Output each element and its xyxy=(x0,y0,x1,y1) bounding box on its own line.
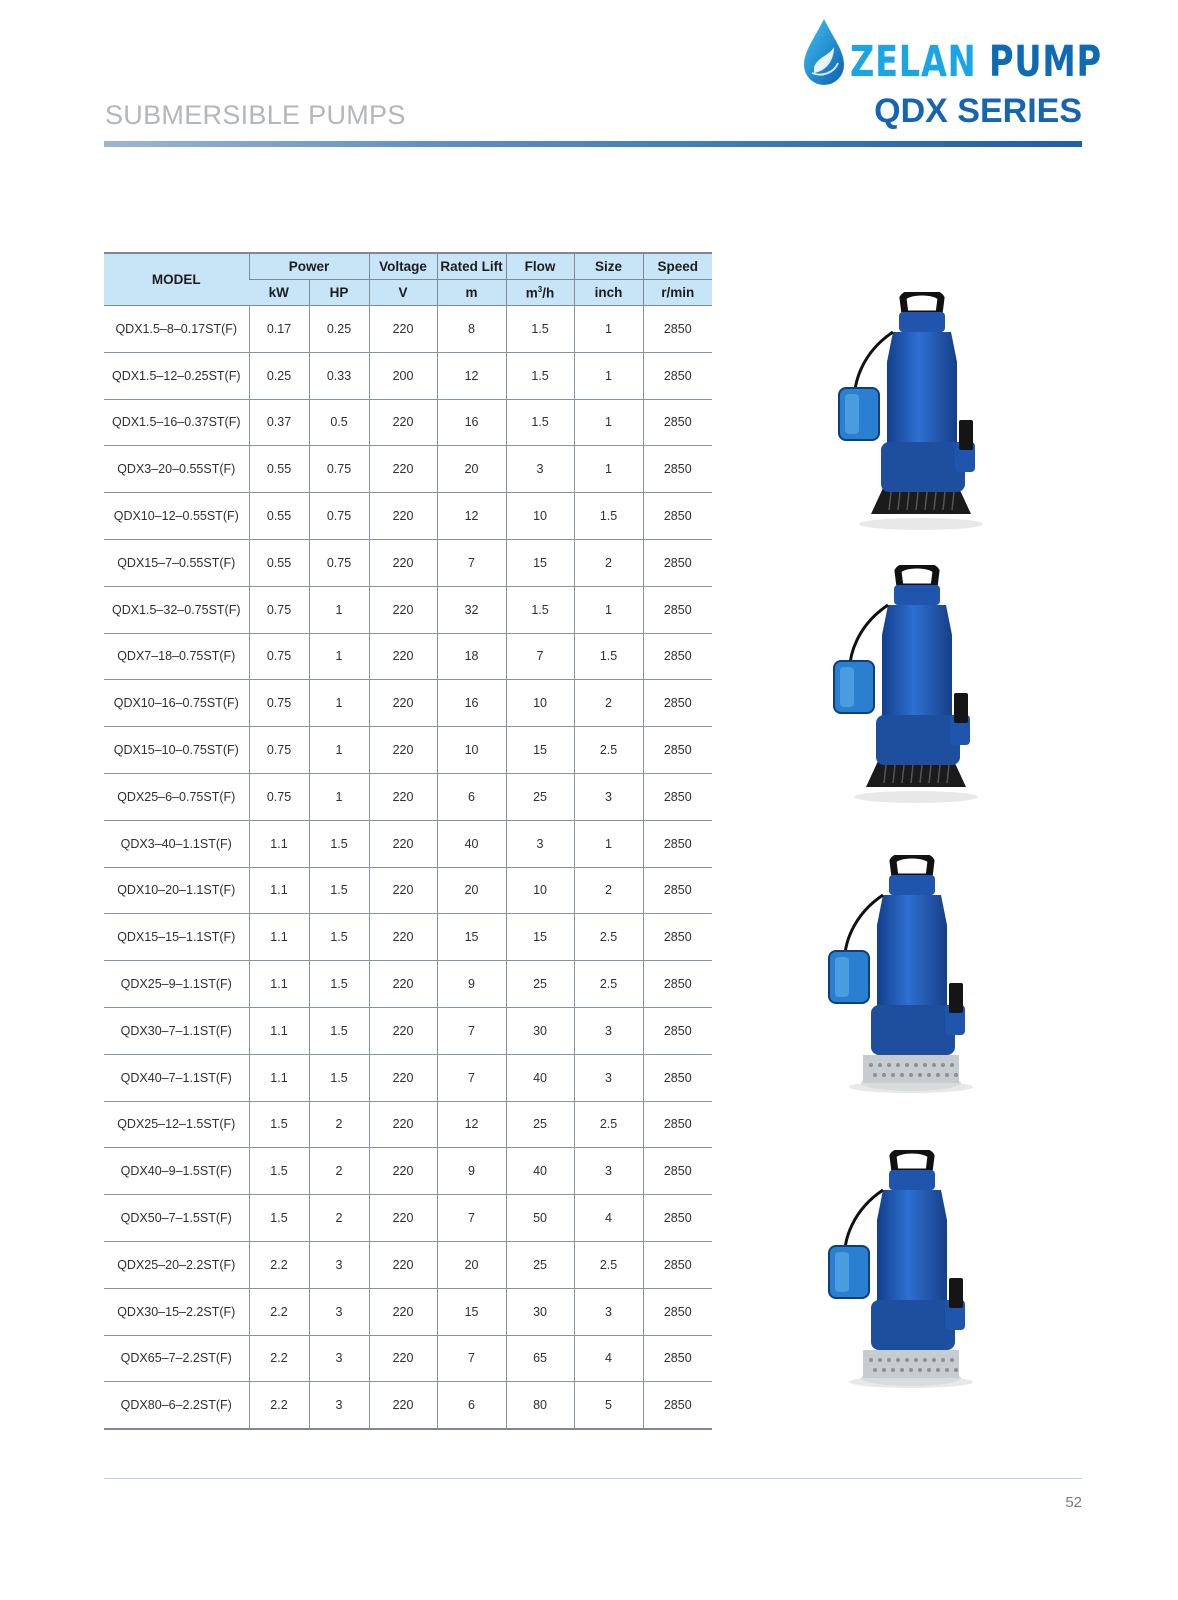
cell-flow: 80 xyxy=(506,1382,574,1429)
cell-voltage: 220 xyxy=(369,1054,437,1101)
table-row xyxy=(104,1288,712,1335)
unit-kw: kW xyxy=(249,280,309,306)
cell-model: QDX3–40–1.1ST(F) xyxy=(104,820,249,867)
cell-voltage: 220 xyxy=(369,914,437,961)
table-row xyxy=(104,352,712,399)
cell-power-kw: 1.1 xyxy=(249,961,309,1008)
cell-power-hp: 3 xyxy=(309,1382,369,1429)
cell-voltage: 220 xyxy=(369,680,437,727)
cell-rated-lift: 12 xyxy=(437,352,506,399)
cell-rated-lift: 16 xyxy=(437,680,506,727)
cell-rated-lift: 10 xyxy=(437,727,506,774)
cell-rated-lift: 15 xyxy=(437,914,506,961)
cell-rated-lift: 7 xyxy=(437,539,506,586)
header-voltage: Voltage xyxy=(369,253,437,280)
cell-size: 3 xyxy=(574,1288,643,1335)
cell-flow: 7 xyxy=(506,633,574,680)
cell-speed: 2850 xyxy=(643,820,712,867)
table-row xyxy=(104,820,712,867)
cell-power-kw: 1.1 xyxy=(249,820,309,867)
table-row xyxy=(104,306,712,353)
cell-model: QDX25–9–1.1ST(F) xyxy=(104,961,249,1008)
cell-voltage: 220 xyxy=(369,399,437,446)
cell-voltage: 220 xyxy=(369,306,437,353)
cell-power-hp: 2 xyxy=(309,1195,369,1242)
unit-m: m xyxy=(437,280,506,306)
cell-size: 4 xyxy=(574,1195,643,1242)
table-row xyxy=(104,1101,712,1148)
cell-flow: 40 xyxy=(506,1054,574,1101)
cell-speed: 2850 xyxy=(643,399,712,446)
cell-model: QDX30–7–1.1ST(F) xyxy=(104,1007,249,1054)
cell-model: QDX80–6–2.2ST(F) xyxy=(104,1382,249,1429)
cell-power-kw: 0.55 xyxy=(249,539,309,586)
table-row xyxy=(104,446,712,493)
cell-power-kw: 0.55 xyxy=(249,446,309,493)
cell-power-hp: 2 xyxy=(309,1101,369,1148)
cell-rated-lift: 20 xyxy=(437,1241,506,1288)
cell-size: 1 xyxy=(574,399,643,446)
header-power: Power xyxy=(249,253,369,280)
cell-size: 4 xyxy=(574,1335,643,1382)
cell-speed: 2850 xyxy=(643,352,712,399)
cell-voltage: 220 xyxy=(369,820,437,867)
cell-power-hp: 3 xyxy=(309,1241,369,1288)
cell-power-hp: 1.5 xyxy=(309,867,369,914)
cell-model: QDX15–7–0.55ST(F) xyxy=(104,539,249,586)
cell-size: 2 xyxy=(574,539,643,586)
brand-name-part1: ZELAN xyxy=(850,37,977,87)
pump-photo-4 xyxy=(823,1150,993,1390)
cell-speed: 2850 xyxy=(643,1335,712,1382)
cell-voltage: 220 xyxy=(369,773,437,820)
unit-inch: inch xyxy=(574,280,643,306)
cell-flow: 15 xyxy=(506,727,574,774)
cell-speed: 2850 xyxy=(643,586,712,633)
cell-rated-lift: 7 xyxy=(437,1335,506,1382)
cell-power-kw: 0.55 xyxy=(249,493,309,540)
cell-rated-lift: 15 xyxy=(437,1288,506,1335)
cell-rated-lift: 9 xyxy=(437,1148,506,1195)
cell-rated-lift: 16 xyxy=(437,399,506,446)
cell-flow: 30 xyxy=(506,1007,574,1054)
cell-rated-lift: 18 xyxy=(437,633,506,680)
cell-power-kw: 0.17 xyxy=(249,306,309,353)
cell-flow: 10 xyxy=(506,493,574,540)
cell-speed: 2850 xyxy=(643,493,712,540)
cell-speed: 2850 xyxy=(643,867,712,914)
cell-power-hp: 0.25 xyxy=(309,306,369,353)
cell-power-hp: 1 xyxy=(309,727,369,774)
table-row xyxy=(104,914,712,961)
cell-speed: 2850 xyxy=(643,1382,712,1429)
cell-power-hp: 3 xyxy=(309,1335,369,1382)
cell-flow: 10 xyxy=(506,680,574,727)
cell-flow: 1.5 xyxy=(506,586,574,633)
cell-voltage: 220 xyxy=(369,961,437,1008)
cell-voltage: 220 xyxy=(369,1335,437,1382)
cell-power-kw: 1.5 xyxy=(249,1101,309,1148)
header-speed: Speed xyxy=(643,253,712,280)
table-row xyxy=(104,867,712,914)
cell-rated-lift: 6 xyxy=(437,1382,506,1429)
cell-size: 5 xyxy=(574,1382,643,1429)
cell-voltage: 220 xyxy=(369,539,437,586)
cell-voltage: 220 xyxy=(369,446,437,493)
cell-model: QDX25–20–2.2ST(F) xyxy=(104,1241,249,1288)
cell-speed: 2850 xyxy=(643,446,712,493)
unit-v: V xyxy=(369,280,437,306)
cell-model: QDX10–16–0.75ST(F) xyxy=(104,680,249,727)
cell-rated-lift: 6 xyxy=(437,773,506,820)
table-row xyxy=(104,633,712,680)
cell-voltage: 220 xyxy=(369,1382,437,1429)
cell-voltage: 220 xyxy=(369,1007,437,1054)
brand-logo xyxy=(800,15,1102,90)
table-row xyxy=(104,1054,712,1101)
cell-speed: 2850 xyxy=(643,306,712,353)
cell-speed: 2850 xyxy=(643,914,712,961)
cell-power-kw: 0.75 xyxy=(249,680,309,727)
cell-power-hp: 1.5 xyxy=(309,961,369,1008)
cell-speed: 2850 xyxy=(643,961,712,1008)
cell-voltage: 220 xyxy=(369,1288,437,1335)
cell-model: QDX3–20–0.55ST(F) xyxy=(104,446,249,493)
table-row xyxy=(104,1241,712,1288)
header-flow: Flow xyxy=(506,253,574,280)
cell-model: QDX10–12–0.55ST(F) xyxy=(104,493,249,540)
cell-model: QDX65–7–2.2ST(F) xyxy=(104,1335,249,1382)
cell-rated-lift: 7 xyxy=(437,1007,506,1054)
cell-flow: 15 xyxy=(506,914,574,961)
table-row xyxy=(104,586,712,633)
unit-flow: $m^3/h$ xyxy=(506,280,574,306)
cell-size: 1 xyxy=(574,446,643,493)
table-body xyxy=(104,306,712,1430)
cell-size: 2.5 xyxy=(574,1101,643,1148)
brand-name-part2: PUMP xyxy=(988,37,1102,87)
cell-model: QDX1.5–8–0.17ST(F) xyxy=(104,306,249,353)
table-row xyxy=(104,1148,712,1195)
cell-flow: 10 xyxy=(506,867,574,914)
cell-size: 2.5 xyxy=(574,961,643,1008)
header-model: MODEL xyxy=(104,253,249,306)
cell-power-kw: 2.2 xyxy=(249,1288,309,1335)
cell-power-kw: 0.75 xyxy=(249,586,309,633)
cell-flow: 40 xyxy=(506,1148,574,1195)
pump-photo-1 xyxy=(833,292,1003,532)
cell-power-kw: 1.5 xyxy=(249,1148,309,1195)
pump-photo-2 xyxy=(828,565,998,805)
table-row xyxy=(104,1007,712,1054)
cell-power-kw: 0.75 xyxy=(249,773,309,820)
cell-model: QDX30–15–2.2ST(F) xyxy=(104,1288,249,1335)
table-row xyxy=(104,539,712,586)
cell-power-hp: 0.33 xyxy=(309,352,369,399)
cell-voltage: 220 xyxy=(369,727,437,774)
cell-power-kw: 0.25 xyxy=(249,352,309,399)
cell-rated-lift: 20 xyxy=(437,867,506,914)
cell-flow: 1.5 xyxy=(506,399,574,446)
cell-flow: 30 xyxy=(506,1288,574,1335)
table-row xyxy=(104,1195,712,1242)
cell-model: QDX50–7–1.5ST(F) xyxy=(104,1195,249,1242)
cell-model: QDX15–15–1.1ST(F) xyxy=(104,914,249,961)
cell-speed: 2850 xyxy=(643,680,712,727)
table-row xyxy=(104,773,712,820)
cell-power-kw: 1.1 xyxy=(249,914,309,961)
cell-rated-lift: 9 xyxy=(437,961,506,1008)
cell-size: 1.5 xyxy=(574,493,643,540)
cell-voltage: 220 xyxy=(369,633,437,680)
cell-power-kw: 2.2 xyxy=(249,1241,309,1288)
brand-name xyxy=(850,37,1102,87)
cell-size: 3 xyxy=(574,773,643,820)
cell-power-hp: 0.5 xyxy=(309,399,369,446)
unit-hp: HP xyxy=(309,280,369,306)
cell-power-hp: 1 xyxy=(309,633,369,680)
table-row xyxy=(104,1335,712,1382)
table-row xyxy=(104,493,712,540)
cell-voltage: 220 xyxy=(369,1241,437,1288)
cell-speed: 2850 xyxy=(643,1148,712,1195)
cell-flow: 25 xyxy=(506,773,574,820)
cell-model: QDX25–6–0.75ST(F) xyxy=(104,773,249,820)
cell-size: 2.5 xyxy=(574,1241,643,1288)
pump-photo-3 xyxy=(823,855,993,1095)
cell-speed: 2850 xyxy=(643,1288,712,1335)
cell-flow: 3 xyxy=(506,820,574,867)
cell-power-kw: 1.5 xyxy=(249,1195,309,1242)
cell-size: 2.5 xyxy=(574,727,643,774)
cell-flow: 1.5 xyxy=(506,352,574,399)
cell-size: 2 xyxy=(574,867,643,914)
table-row xyxy=(104,399,712,446)
cell-model: QDX15–10–0.75ST(F) xyxy=(104,727,249,774)
cell-speed: 2850 xyxy=(643,727,712,774)
unit-rpm: r/min xyxy=(643,280,712,306)
cell-voltage: 220 xyxy=(369,1195,437,1242)
cell-model: QDX1.5–32–0.75ST(F) xyxy=(104,586,249,633)
cell-flow: 25 xyxy=(506,961,574,1008)
specification-table xyxy=(104,252,712,1430)
cell-power-kw: 0.75 xyxy=(249,727,309,774)
table-row xyxy=(104,680,712,727)
cell-flow: 50 xyxy=(506,1195,574,1242)
cell-power-kw: 2.2 xyxy=(249,1382,309,1429)
cell-power-kw: 1.1 xyxy=(249,1007,309,1054)
cell-speed: 2850 xyxy=(643,1195,712,1242)
category-title: SUBMERSIBLE PUMPS xyxy=(105,100,406,130)
cell-power-hp: 1.5 xyxy=(309,1007,369,1054)
cell-size: 2 xyxy=(574,680,643,727)
cell-power-kw: 1.1 xyxy=(249,867,309,914)
cell-rated-lift: 12 xyxy=(437,493,506,540)
cell-speed: 2850 xyxy=(643,1054,712,1101)
cell-power-hp: 1.5 xyxy=(309,820,369,867)
cell-voltage: 220 xyxy=(369,1148,437,1195)
cell-voltage: 220 xyxy=(369,493,437,540)
cell-speed: 2850 xyxy=(643,773,712,820)
cell-size: 3 xyxy=(574,1054,643,1101)
cell-rated-lift: 40 xyxy=(437,820,506,867)
cell-voltage: 220 xyxy=(369,586,437,633)
cell-size: 1 xyxy=(574,586,643,633)
cell-model: QDX1.5–16–0.37ST(F) xyxy=(104,399,249,446)
cell-rated-lift: 7 xyxy=(437,1054,506,1101)
cell-voltage: 220 xyxy=(369,1101,437,1148)
cell-power-kw: 0.75 xyxy=(249,633,309,680)
table-row xyxy=(104,727,712,774)
cell-power-hp: 1 xyxy=(309,586,369,633)
cell-power-hp: 3 xyxy=(309,1288,369,1335)
cell-power-kw: 1.1 xyxy=(249,1054,309,1101)
cell-rated-lift: 8 xyxy=(437,306,506,353)
header-size: Size xyxy=(574,253,643,280)
cell-model: QDX40–7–1.1ST(F) xyxy=(104,1054,249,1101)
cell-voltage: 200 xyxy=(369,352,437,399)
cell-model: QDX10–20–1.1ST(F) xyxy=(104,867,249,914)
cell-model: QDX1.5–12–0.25ST(F) xyxy=(104,352,249,399)
cell-flow: 15 xyxy=(506,539,574,586)
header-rated-lift: Rated Lift xyxy=(437,253,506,280)
cell-rated-lift: 12 xyxy=(437,1101,506,1148)
cell-flow: 25 xyxy=(506,1241,574,1288)
cell-power-hp: 0.75 xyxy=(309,539,369,586)
cell-model: QDX40–9–1.5ST(F) xyxy=(104,1148,249,1195)
cell-flow: 1.5 xyxy=(506,306,574,353)
footer-divider xyxy=(104,1478,1082,1479)
cell-model: QDX25–12–1.5ST(F) xyxy=(104,1101,249,1148)
cell-power-hp: 1 xyxy=(309,680,369,727)
cell-flow: 65 xyxy=(506,1335,574,1382)
cell-flow: 25 xyxy=(506,1101,574,1148)
cell-power-hp: 1 xyxy=(309,773,369,820)
cell-size: 3 xyxy=(574,1007,643,1054)
cell-voltage: 220 xyxy=(369,867,437,914)
cell-power-hp: 0.75 xyxy=(309,493,369,540)
cell-rated-lift: 32 xyxy=(437,586,506,633)
page-number: 52 xyxy=(1065,1494,1082,1511)
cell-size: 1.5 xyxy=(574,633,643,680)
cell-speed: 2850 xyxy=(643,633,712,680)
water-drop-icon xyxy=(800,17,848,89)
series-title: QDX SERIES xyxy=(874,92,1082,130)
table-header-row xyxy=(104,253,712,280)
table-row xyxy=(104,961,712,1008)
cell-size: 1 xyxy=(574,352,643,399)
cell-size: 2.5 xyxy=(574,914,643,961)
cell-rated-lift: 7 xyxy=(437,1195,506,1242)
cell-power-kw: 0.37 xyxy=(249,399,309,446)
cell-size: 1 xyxy=(574,820,643,867)
cell-speed: 2850 xyxy=(643,1007,712,1054)
table-row xyxy=(104,1382,712,1429)
cell-size: 1 xyxy=(574,306,643,353)
cell-flow: 3 xyxy=(506,446,574,493)
header-divider xyxy=(104,141,1082,147)
cell-power-hp: 1.5 xyxy=(309,1054,369,1101)
cell-power-hp: 1.5 xyxy=(309,914,369,961)
cell-size: 3 xyxy=(574,1148,643,1195)
cell-power-kw: 2.2 xyxy=(249,1335,309,1382)
cell-rated-lift: 20 xyxy=(437,446,506,493)
cell-speed: 2850 xyxy=(643,1241,712,1288)
cell-power-hp: 2 xyxy=(309,1148,369,1195)
cell-model: QDX7–18–0.75ST(F) xyxy=(104,633,249,680)
cell-power-hp: 0.75 xyxy=(309,446,369,493)
cell-speed: 2850 xyxy=(643,539,712,586)
cell-speed: 2850 xyxy=(643,1101,712,1148)
